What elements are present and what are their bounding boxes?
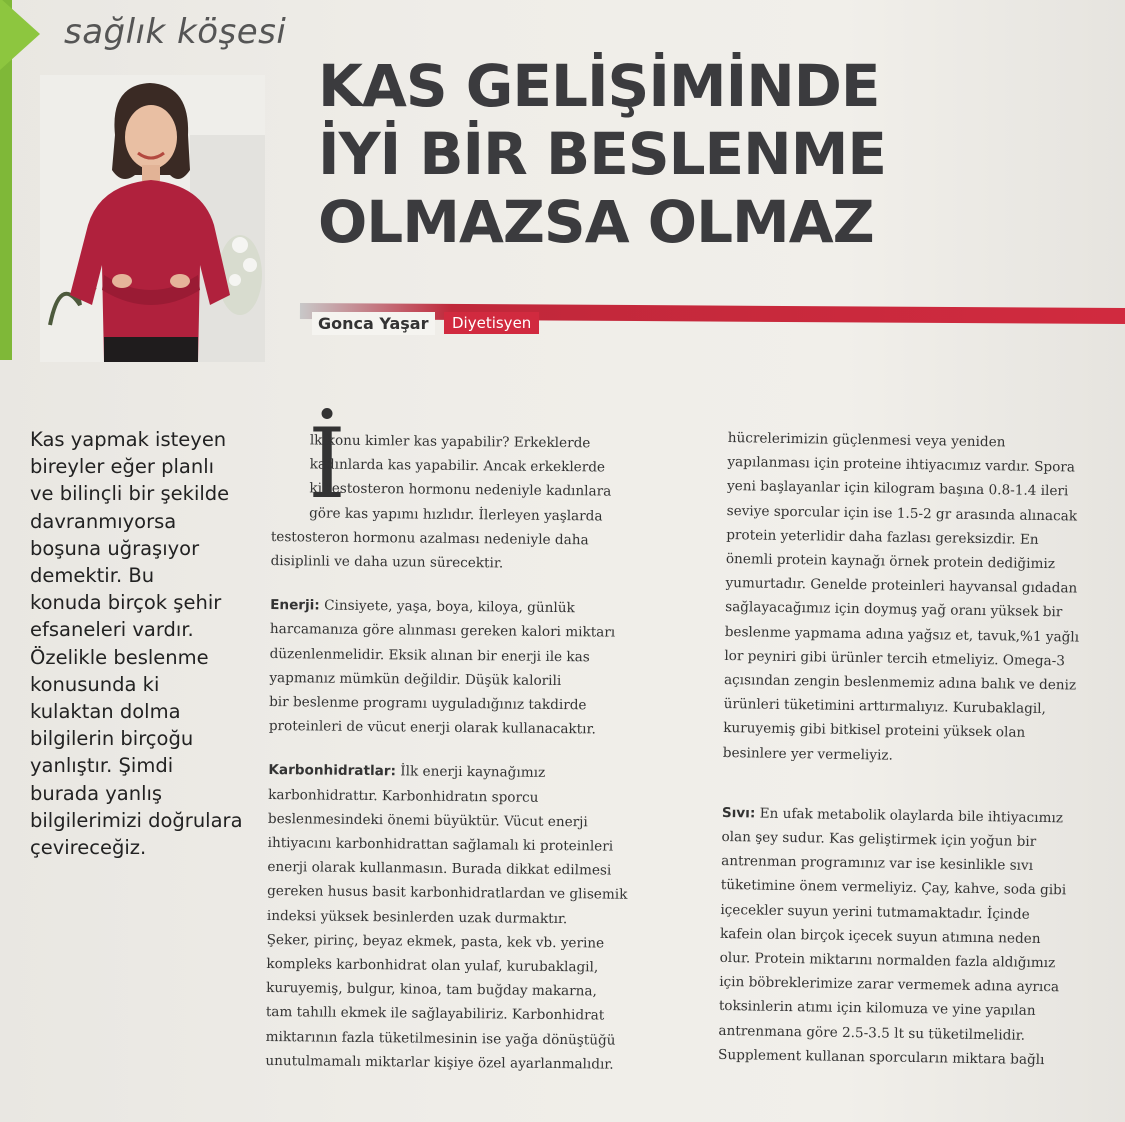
text-line: testosteron hormonu azalması nedeniyle daha [270, 528, 589, 549]
text-line: beslenmesindeki önemi büyüktür. Vücut enerji [267, 810, 588, 831]
text-line: lor peyniri gibi ürünler tercih etmeliyiz. Omega-3 [724, 647, 1066, 670]
text-line: açısından zengin beslenmemiz adına balık ve deniz [723, 672, 1077, 694]
intro-line: Özelikle beslenme [30, 645, 209, 669]
text-line: beslenme yapmama adına yağsız et, tavuk,%1 yağlı [724, 623, 1080, 646]
text-line: En ufak metabolik olaylarda bile ihtiyacımız [759, 805, 1064, 827]
text-line: hücrelerimizin güçlenmesi veya yeniden [727, 429, 1006, 451]
text-line: seviye sporcular için ise 1.5-2 gr arasında alınacak [726, 502, 1078, 525]
text-line: toksinlerin atımı için kilomuza ve yine yapılan [718, 998, 1036, 1020]
text-line: içecekler suyun yerini tutmamaktadır. İçinde [720, 901, 1030, 923]
text-line: düzenlenmelidir. Eksik alınan bir enerji ile kas [269, 645, 590, 665]
text-line: karbonhidrattır. Karbonhidratın sporcu [268, 786, 539, 806]
author-role: Diyetisyen [444, 312, 539, 334]
text-line: disiplinli ve daha uzun sürecektir. [270, 553, 504, 572]
drop-cap: İ [308, 408, 346, 520]
text-line: yeni başlayanlar için kilogram başına 0.8-1.4 ileri [726, 478, 1069, 500]
intro-line: çevireceğiz. [30, 836, 147, 860]
text-line: besinlere yer vermeliyiz. [722, 744, 893, 764]
text-line: önemli protein kaynağı örnek protein dediğimiz [725, 551, 1056, 573]
text-line: kuruyemiş, bulgur, kinoa, tam buğday makarna, [266, 980, 597, 1000]
author-photo [40, 75, 265, 362]
text-line: kadınlarda kas yapabilir. Ancak erkeklerde [309, 456, 606, 476]
text-line: olur. Protein miktarını normalden fazla aldığımız [719, 949, 1056, 972]
text-line: göre kas yapımı hızlıdır. İlerleyen yaşlarda [309, 505, 603, 525]
author-photo-illustration [40, 75, 265, 362]
text-line: tam tahıllı ekmek ile sağlayabiliriz. Karbonhidrat [265, 1004, 605, 1024]
text-line: Cinsiyete, yaşa, boya, kiloya, günlük [324, 597, 575, 617]
intro-line: boşuna uğraşıyor [30, 536, 200, 560]
author-name: Gonca Yaşar [312, 312, 435, 335]
text-line: indeksi yüksek besinlerden uzak durmaktır. [266, 907, 568, 927]
text-line: lk konu kimler kas yapabilir? Erkeklerde [309, 432, 591, 452]
intro-line: efsaneleri vardır. [30, 618, 194, 642]
section-tab-arrow [0, 0, 40, 70]
carb-heading: Karbonhidratlar: [268, 762, 397, 780]
article-column-middle [265, 428, 692, 1077]
headline [318, 52, 938, 256]
text-line: yapmanız mümkün değildir. Düşük kalorili [269, 669, 562, 689]
intro-line: bireyler eğer planlı [30, 455, 215, 479]
intro-line: demektir. Bu [30, 564, 155, 588]
text-line: yapılanması için proteine ihtiyacımız vardır. Spora [727, 454, 1076, 476]
text-line: ki testosteron hormonu nedeniyle kadınlara [309, 480, 612, 500]
intro-line: bilgilerimizi doğrulara [30, 808, 243, 832]
intro-text [30, 426, 260, 861]
energy-heading: Enerji: [270, 597, 320, 614]
intro-line: Kas yapmak isteyen [30, 428, 227, 451]
text-line: antrenman programınız var ise kesinlikle sıvı [721, 853, 1034, 875]
text-line: tüketimine önem vermeliyiz. Çay, kahve, soda gibi [720, 877, 1067, 899]
intro-line: konuda birçok şehir [30, 591, 222, 615]
text-line: protein yeterlidir daha fazlası gereksizdir. En [726, 526, 1039, 548]
headline-line-3: OLMAZSA OLMAZ [318, 188, 874, 256]
headline-line-2: İYİ BİR BESLENME [318, 120, 887, 188]
intro-line: yanlıştır. Şimdi [30, 754, 174, 778]
text-line: yumurtadır. Genelde proteinleri hayvansal gıdadan [725, 575, 1078, 597]
text-line: kafein olan birçok içecek suyun atımına neden [719, 925, 1041, 947]
intro-line: konusunda ki [30, 672, 160, 696]
article-column-right [718, 426, 1125, 1074]
intro-line: ve bilinçli bir şekilde [30, 482, 230, 506]
text-line: antrenmana göre 2.5-3.5 lt su tüketilmelidir. [718, 1022, 1026, 1044]
text-line: harcamanıza göre alınması gereken kalori miktarı [269, 621, 616, 642]
intro-line: kulaktan dolma [30, 700, 181, 724]
text-line: için böbreklerimize zarar vermemek adına ayrıca [719, 974, 1060, 996]
text-line: sağlayacağımız için doymuş yağ oranı yüksek bir [725, 599, 1063, 621]
text-line: ihtiyacını karbonhidrattan sağlamalı ki proteinleri [267, 835, 614, 855]
text-line: gereken husus basit karbonhidratlardan ve glisemik [267, 883, 628, 904]
text-line: proteinleri de vücut enerji olarak kullanacaktır. [268, 718, 596, 738]
text-line: kuruyemiş gibi bitkisel proteini yüksek olan [723, 720, 1026, 742]
text-line: Şeker, pirinç, beyaz ekmek, pasta, kek vb. yerine [266, 931, 605, 952]
intro-line: burada yanlış [30, 781, 163, 805]
text-line: enerji olarak kullanmasın. Burada dikkat edilmesi [267, 859, 612, 879]
text-line: miktarının fazla tüketilmesinin ise yağa dönüştüğü [265, 1028, 616, 1049]
text-line: unutulmamalı miktarlar kişiye özel ayarlanmalıdır. [265, 1052, 614, 1073]
headline-line-1: KAS GELİŞİMİNDE [318, 52, 880, 120]
text-line: Supplement kullanan sporcuların miktara bağlı [717, 1046, 1045, 1068]
intro-line: bilgilerin birçoğu [30, 727, 194, 751]
text-line: ürünleri tüketimini arttırmalıyız. Kurubaklagil, [723, 696, 1046, 718]
section-label: sağlık köşesi [64, 12, 287, 52]
text-line: İlk enerji kaynağımız [400, 763, 546, 782]
intro-line: davranmıyorsa [30, 509, 177, 533]
text-line: kompleks karbonhidrat olan yulaf, kurubaklagil, [266, 956, 599, 976]
text-line: bir beslenme programı uyguladığınız takdirde [269, 694, 587, 714]
fluid-heading: Sıvı: [721, 804, 756, 822]
text-line: olan şey sudur. Kas geliştirmek için yoğun bir [721, 828, 1037, 850]
